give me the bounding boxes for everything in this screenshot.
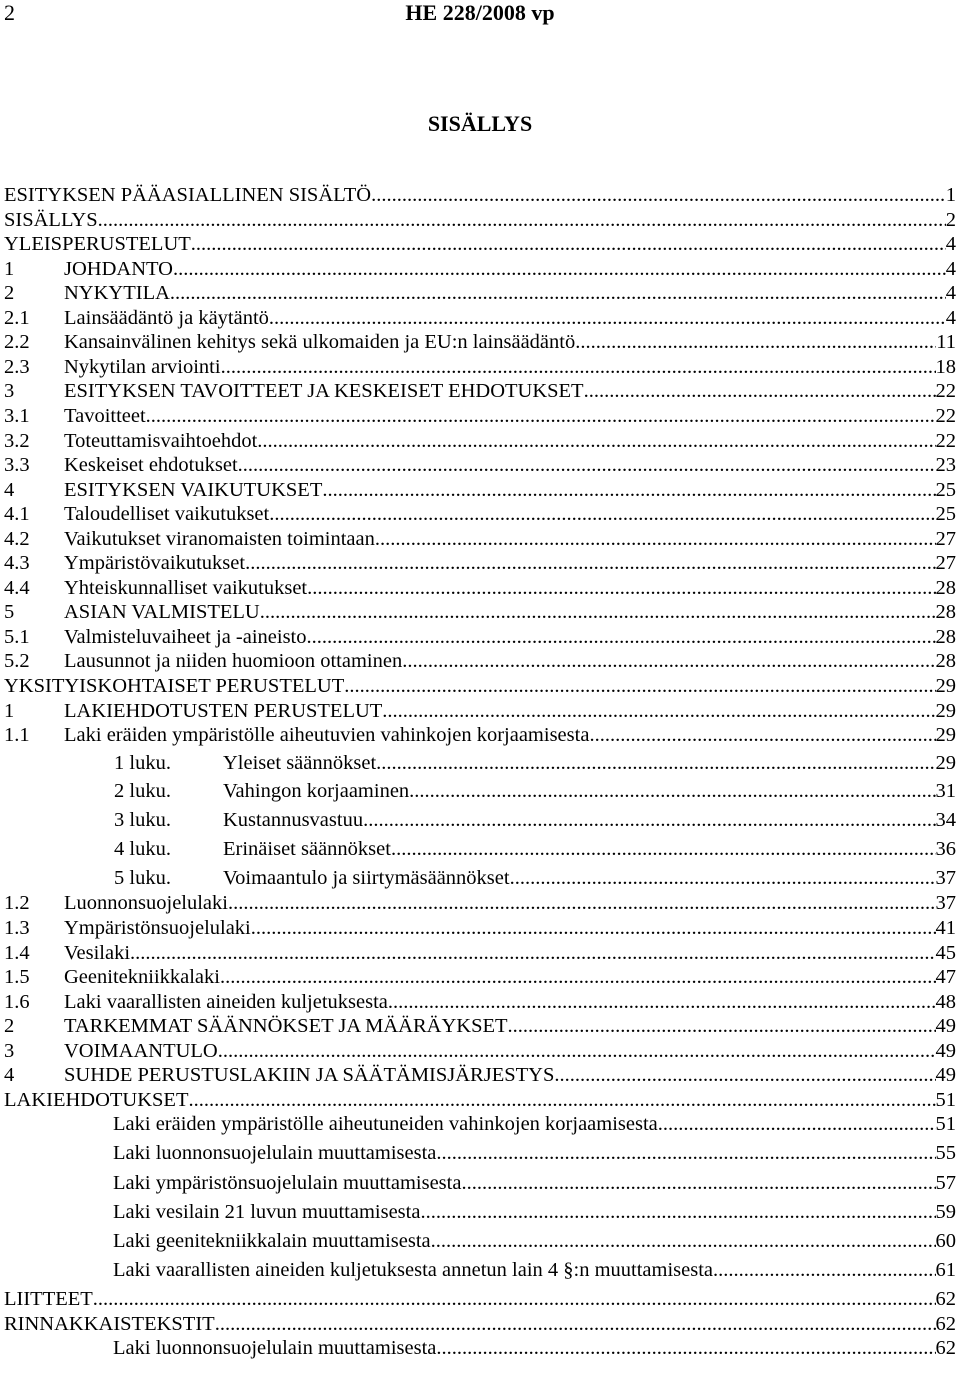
dot-leader: [409, 779, 935, 803]
toc-entry-number: 2.1: [4, 307, 30, 329]
toc-page-number: 49: [935, 1064, 956, 1086]
toc-page-number: 4: [945, 307, 956, 329]
toc-entry-label: Erinäiset säännökset: [223, 838, 391, 860]
toc-chapter-number: 5 luku.: [114, 867, 171, 889]
toc-entry-label: SISÄLLYS: [4, 209, 98, 231]
toc-entry-label: Vaikutukset viranomaisten toimintaan: [64, 528, 375, 550]
toc-entry-label: LIITTEET: [4, 1288, 93, 1310]
toc-entry[interactable]: [0, 988, 956, 1014]
toc-chapter-number: 1 luku.: [114, 752, 171, 774]
dot-leader: [375, 527, 936, 551]
toc-page-number: 37: [935, 892, 956, 914]
toc-entry-number: 4.2: [4, 528, 30, 550]
toc-entry-label: Laki luonnonsuojelulain muuttamisesta: [113, 1142, 437, 1164]
toc-entry-label: Laki eräiden ympäristölle aiheutuvien vahinkojen korjaamisesta: [64, 724, 590, 746]
toc-entry-label: Taloudelliset vaikutukset: [64, 503, 270, 525]
toc-page-number: 57: [935, 1172, 956, 1194]
dot-leader: [388, 990, 936, 1014]
dot-leader: [402, 649, 935, 673]
toc-entry-label: Luonnonsuojelulaki: [64, 892, 228, 914]
toc-entry-label: NYKYTILA: [64, 282, 170, 304]
toc-entry[interactable]: [0, 647, 956, 673]
toc-entry-label: Nykytilan arviointi: [64, 356, 221, 378]
toc-entry[interactable]: [0, 1012, 956, 1038]
dot-leader: [363, 808, 935, 832]
toc-entry-label: Lausunnot ja niiden huomioon ottaminen: [64, 650, 403, 672]
toc-entry[interactable]: [0, 500, 956, 526]
toc-entry[interactable]: [0, 1227, 956, 1253]
toc-entry-label: Yhteiskunnalliset vaikutukset: [64, 577, 308, 599]
toc-page-number: 51: [935, 1113, 956, 1135]
toc-entry-label: Ympäristönsuojelulaki: [64, 917, 251, 939]
dot-leader: [431, 1229, 936, 1253]
toc-entry-label: Valmisteluvaiheet ja -aineisto: [64, 626, 307, 648]
toc-page-number: 4: [945, 233, 956, 255]
toc-entry[interactable]: [0, 353, 956, 379]
toc-entry[interactable]: [0, 1198, 956, 1224]
toc-entry-number: 4: [4, 1064, 15, 1086]
dot-leader: [245, 551, 935, 575]
toc-page-number: 4: [945, 282, 956, 304]
toc-entry[interactable]: [0, 1169, 956, 1195]
toc-entry-label: Vesilaki: [64, 942, 131, 964]
dot-leader: [658, 1112, 936, 1136]
dot-leader: [344, 674, 935, 698]
toc-entry-label: Lainsäädäntö ja käytäntö: [64, 307, 269, 329]
dot-leader: [238, 453, 936, 477]
dot-leader: [130, 941, 935, 965]
toc-entry-label: Voimaantulo ja siirtymäsäännökset: [223, 867, 510, 889]
toc-title: SISÄLLYS: [427, 111, 533, 136]
toc-entry[interactable]: [0, 402, 956, 428]
toc-entry-number: 4.4: [4, 577, 30, 599]
dot-leader: [322, 478, 935, 502]
toc-entry-label: YLEISPERUSTELUT: [4, 233, 191, 255]
toc-entry[interactable]: [0, 476, 956, 502]
dot-leader: [188, 1088, 935, 1112]
toc-page-number: 49: [935, 1040, 956, 1062]
toc-entry-number: 2: [4, 1015, 15, 1037]
toc-entry[interactable]: [0, 1285, 956, 1311]
toc-page-number: 28: [935, 577, 956, 599]
dot-leader: [269, 306, 946, 330]
dot-leader: [173, 257, 946, 281]
toc-entry-label: Ympäristövaikutukset: [64, 552, 246, 574]
toc-entry-label: Laki eräiden ympäristölle aiheutuneiden vahinkojen korjaamisesta: [113, 1113, 658, 1135]
toc-entry-label: Tavoitteet: [64, 405, 146, 427]
toc-page-number: 18: [935, 356, 956, 378]
toc-page-number: 45: [935, 942, 956, 964]
toc-entry-number: 5.1: [4, 626, 30, 648]
toc-page-number: 37: [935, 867, 956, 889]
toc-entry[interactable]: [0, 864, 956, 890]
dot-leader: [307, 625, 936, 649]
toc-entry-number: 5: [4, 601, 15, 623]
toc-entry-label: Laki vaarallisten aineiden kuljetuksesta: [64, 991, 388, 1013]
toc-page-number: 49: [935, 1015, 956, 1037]
toc-entry-label: ESITYKSEN PÄÄASIALLINEN SISÄLTÖ: [4, 184, 372, 206]
toc-entry[interactable]: [0, 304, 956, 330]
toc-entry-label: RINNAKKAISTEKSTIT: [4, 1313, 215, 1335]
toc-entry-label: Laki geenitekniikkalain muuttamisesta: [113, 1230, 431, 1252]
toc-page-number: 47: [935, 966, 956, 988]
toc-entry-number: 1: [4, 258, 15, 280]
dot-leader: [257, 429, 935, 453]
toc-entry[interactable]: [0, 279, 956, 305]
toc-page-number: 28: [935, 626, 956, 648]
toc-page-number: 29: [935, 724, 956, 746]
toc-entry[interactable]: [0, 427, 956, 453]
toc-entry[interactable]: [0, 574, 956, 600]
toc-entry[interactable]: [0, 623, 956, 649]
toc-entry-label: Laki ympäristönsuojelulain muuttamisesta: [113, 1172, 462, 1194]
toc-entry-number: 1.1: [4, 724, 30, 746]
toc-page-number: 25: [935, 503, 956, 525]
toc-page-number: 4: [945, 258, 956, 280]
toc-entry-label: Keskeiset ehdotukset: [64, 454, 238, 476]
toc-page-number: 62: [935, 1288, 956, 1310]
toc-entry-number: 4: [4, 479, 15, 501]
toc-chapter-number: 3 luku.: [114, 809, 171, 831]
toc-entry-number: 1.3: [4, 917, 30, 939]
toc-page-number: 22: [935, 405, 956, 427]
toc-page-number: 34: [935, 809, 956, 831]
dot-leader: [382, 699, 935, 723]
toc-entry[interactable]: [0, 963, 956, 989]
dot-leader: [191, 232, 946, 256]
dot-leader: [713, 1258, 935, 1282]
toc-page-number: 23: [935, 454, 956, 476]
toc-page-number: 28: [935, 650, 956, 672]
toc-entry[interactable]: [0, 721, 956, 747]
dot-leader: [436, 1336, 935, 1360]
toc-entry[interactable]: [0, 377, 956, 403]
toc-page-number: 27: [935, 552, 956, 574]
toc-entry-number: 1.6: [4, 991, 30, 1013]
toc-entry[interactable]: [0, 451, 956, 477]
toc-entry[interactable]: [0, 525, 956, 551]
toc-entry-label: LAKIEHDOTUKSET: [4, 1089, 189, 1111]
dot-leader: [251, 916, 936, 940]
toc-entry[interactable]: [0, 1061, 956, 1087]
toc-page-number: 62: [935, 1313, 956, 1335]
dot-leader: [220, 965, 936, 989]
toc-entry[interactable]: [0, 549, 956, 575]
toc-entry-number: 1.2: [4, 892, 30, 914]
dot-leader: [584, 379, 936, 403]
toc-entry-label: ASIAN VALMISTELU: [64, 601, 260, 623]
toc-entry-label: SUHDE PERUSTUSLAKIIN JA SÄÄTÄMISJÄRJESTYS: [64, 1064, 555, 1086]
dot-leader: [554, 1063, 935, 1087]
dot-leader: [376, 751, 935, 775]
dot-leader: [575, 330, 936, 354]
toc-page-number: 31: [935, 780, 956, 802]
dot-leader: [98, 208, 946, 232]
toc-page-number: 11: [936, 331, 956, 353]
dot-leader: [436, 1141, 935, 1165]
toc-entry[interactable]: [0, 777, 956, 803]
toc-entry[interactable]: [0, 1086, 956, 1112]
dot-leader: [215, 1312, 936, 1336]
toc-chapter-number: 2 luku.: [114, 780, 171, 802]
toc-page-number: 60: [935, 1230, 956, 1252]
toc-page-number: 41: [935, 917, 956, 939]
toc-page-number: 36: [935, 838, 956, 860]
toc-entry-number: 1: [4, 700, 15, 722]
toc-entry-label: Vahingon korjaaminen: [223, 780, 410, 802]
toc-entry-label: Toteuttamisvaihtoehdot: [64, 430, 258, 452]
toc-entry[interactable]: [0, 1334, 956, 1360]
toc-entry[interactable]: [0, 697, 956, 723]
toc-page-number: 55: [935, 1142, 956, 1164]
toc-entry-number: 1.5: [4, 966, 30, 988]
toc-entry-label: ESITYKSEN VAIKUTUKSET: [64, 479, 323, 501]
toc-entry-number: 2.2: [4, 331, 30, 353]
toc-page-number: 28: [935, 601, 956, 623]
toc-entry-number: 3.2: [4, 430, 30, 452]
toc-entry-label: TARKEMMAT SÄÄNNÖKSET JA MÄÄRÄYKSET: [64, 1015, 508, 1037]
toc-page-number: 51: [935, 1089, 956, 1111]
dot-leader: [371, 183, 946, 207]
toc-entry[interactable]: [0, 598, 956, 624]
toc-entry-label: Kustannusvastuu: [223, 809, 364, 831]
toc-page-number: 29: [935, 675, 956, 697]
toc-entry[interactable]: [0, 328, 956, 354]
toc-entry[interactable]: [0, 1037, 956, 1063]
toc-page-number: 62: [935, 1337, 956, 1359]
dot-leader: [420, 1200, 935, 1224]
toc-entry-label: Geenitekniikkalaki: [64, 966, 220, 988]
toc-entry[interactable]: [0, 255, 956, 281]
dot-leader: [260, 600, 936, 624]
toc-page-number: 29: [935, 752, 956, 774]
toc-entry-label: Laki vaarallisten aineiden kuljetuksesta annetun lain 4 §:n muuttamisesta: [113, 1259, 714, 1281]
dot-leader: [508, 1014, 936, 1038]
toc-entry-label: YKSITYISKOHTAISET PERUSTELUT: [4, 675, 345, 697]
toc-entry[interactable]: [0, 181, 956, 207]
toc-page-number: 61: [935, 1259, 956, 1281]
page-number: 2: [4, 0, 15, 25]
toc-page-number: 25: [935, 479, 956, 501]
toc-page-number: 1: [945, 184, 956, 206]
dot-leader: [146, 404, 936, 428]
toc-entry-number: 4.3: [4, 552, 30, 574]
toc-chapter-number: 4 luku.: [114, 838, 171, 860]
toc-entry[interactable]: [0, 230, 956, 256]
toc-entry[interactable]: [0, 1110, 956, 1136]
dot-leader: [510, 866, 936, 890]
toc-entry-number: 2: [4, 282, 15, 304]
toc-entry[interactable]: [0, 1256, 956, 1282]
toc-page-number: 27: [935, 528, 956, 550]
toc-entry-label: VOIMAANTULO: [64, 1040, 218, 1062]
toc-entry-label: Laki vesilain 21 luvun muuttamisesta: [113, 1201, 421, 1223]
toc-entry-number: 3: [4, 380, 15, 402]
toc-entry-label: Yleiset säännökset: [223, 752, 377, 774]
toc-entry[interactable]: [0, 1310, 956, 1336]
dot-leader: [461, 1171, 935, 1195]
toc-page-number: 59: [935, 1201, 956, 1223]
toc-entry-number: 1.4: [4, 942, 30, 964]
toc-entry-label: LAKIEHDOTUSTEN PERUSTELUT: [64, 700, 383, 722]
toc-entry-label: Laki luonnonsuojelulain muuttamisesta: [113, 1337, 437, 1359]
dot-leader: [589, 723, 935, 747]
toc-entry-label: ESITYKSEN TAVOITTEET JA KESKEISET EHDOTUKSET: [64, 380, 584, 402]
toc-entry[interactable]: [0, 749, 956, 775]
toc-entry[interactable]: [0, 806, 956, 832]
toc-page-number: 29: [935, 700, 956, 722]
toc-page-number: 22: [935, 430, 956, 452]
toc-entry-label: Kansainvälinen kehitys sekä ulkomaiden ja EU:n lainsäädäntö: [64, 331, 576, 353]
toc-page-number: 22: [935, 380, 956, 402]
dot-leader: [307, 576, 935, 600]
dot-leader: [218, 1039, 936, 1063]
toc-page-number: 48: [935, 991, 956, 1013]
dot-leader: [228, 891, 936, 915]
toc-entry-number: 4.1: [4, 503, 30, 525]
dot-leader: [269, 502, 935, 526]
toc-entry[interactable]: [0, 914, 956, 940]
toc-entry-number: 3.1: [4, 405, 30, 427]
toc-entry-label: JOHDANTO: [64, 258, 173, 280]
toc-entry[interactable]: [0, 206, 956, 232]
toc-entry[interactable]: [0, 1139, 956, 1165]
toc-entry[interactable]: [0, 835, 956, 861]
toc-entry[interactable]: [0, 889, 956, 915]
toc-entry-number: 3: [4, 1040, 15, 1062]
dot-leader: [391, 837, 936, 861]
toc-page-number: 2: [945, 209, 956, 231]
toc-entry[interactable]: [0, 939, 956, 965]
toc-entry-number: 2.3: [4, 356, 30, 378]
toc-entry-number: 3.3: [4, 454, 30, 476]
document-id: HE 228/2008 vp: [405, 0, 555, 25]
dot-leader: [93, 1287, 936, 1311]
toc-entry[interactable]: [0, 672, 956, 698]
toc-entry-number: 5.2: [4, 650, 30, 672]
dot-leader: [170, 281, 946, 305]
dot-leader: [221, 355, 936, 379]
